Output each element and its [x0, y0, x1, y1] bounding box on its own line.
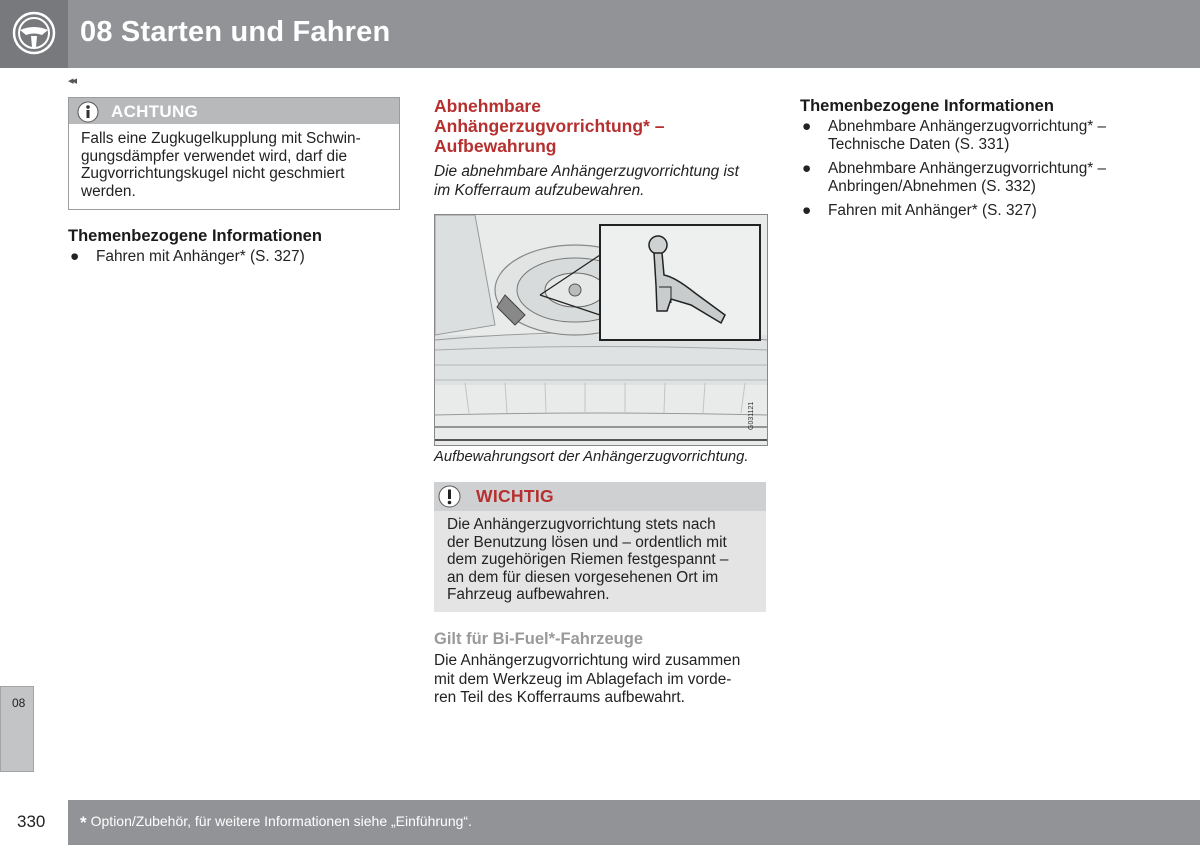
figure-code: G031121	[748, 401, 755, 430]
related-link-line: Abnehmbare Anhängerzugvorrichtung* –	[828, 160, 1107, 177]
wichtig-text	[447, 516, 752, 604]
related-link[interactable]	[800, 202, 1140, 220]
page-number: 330	[17, 812, 46, 831]
section-title-line: Aufbewahrung	[434, 136, 557, 156]
section-title-line: Anhängerzugvorrichtung* –	[434, 116, 665, 136]
footnote-star: *	[80, 813, 87, 832]
related-link-line: Anbringen/Abnehmen (S. 332)	[828, 178, 1036, 195]
footnote-text: Option/Zubehör, für weitere Informationen siehe „Einführung“.	[90, 813, 472, 829]
exclamation-icon	[438, 485, 461, 508]
bifuel-line: ren Teil des Kofferraums aufbewahrt.	[434, 689, 685, 706]
bifuel-heading: Gilt für Bi-Fuel*-Fahrzeuge	[434, 630, 644, 648]
achtung-line: Zugvorrichtungskugel nicht geschmiert	[81, 165, 345, 182]
section-title	[434, 96, 754, 156]
chapter-title: 08 Starten und Fahren	[80, 16, 391, 48]
achtung-line: werden.	[81, 182, 136, 200]
related-link-line: Abnehmbare Anhängerzugvorrichtung* –	[828, 118, 1107, 135]
wichtig-line: an dem für diesen vorgesehenen Ort im	[447, 568, 719, 586]
wichtig-line: der Benutzung lösen und – ordentlich mit	[447, 533, 727, 551]
related-link[interactable]	[68, 248, 398, 266]
related-link-line: Fahren mit Anhänger* (S. 327)	[828, 202, 1037, 219]
achtung-line: Falls eine Zugkugelkupplung mit Schwin-	[81, 130, 361, 147]
achtung-warning-box	[68, 97, 400, 210]
wichtig-header-bar	[434, 482, 766, 511]
chapter-side-tab-label: 08	[12, 696, 26, 710]
achtung-line: gungsdämpfer verwendet wird, darf die	[81, 147, 348, 165]
wichtig-line: Fahrzeug aufbewahren.	[447, 586, 610, 603]
achtung-header-bar	[69, 98, 399, 124]
bullet-icon: ●	[802, 118, 812, 135]
trunk-drawing	[435, 215, 767, 445]
steering-wheel-icon	[12, 11, 56, 55]
info-icon	[77, 101, 99, 123]
wichtig-line: dem zugehörigen Riemen festgespannt –	[447, 551, 729, 568]
related-link[interactable]	[800, 160, 1140, 196]
related-link-line: Fahren mit Anhänger* (S. 327)	[96, 248, 305, 265]
bifuel-line: mit dem Werkzeug im Ablagefach im vorde-	[434, 670, 732, 688]
section-title-line: Abnehmbare	[434, 96, 541, 116]
related-info-list	[68, 248, 398, 272]
bullet-icon: ●	[802, 160, 812, 177]
wichtig-label: WICHTIG	[476, 486, 554, 506]
intro-line: Die abnehmbare Anhängerzugvorrichtung ist	[434, 163, 739, 180]
bifuel-line: Die Anhängerzugvorrichtung wird zusammen	[434, 652, 741, 669]
figure-caption: Aufbewahrungsort der Anhängerzugvorrichtung.	[434, 449, 749, 465]
previous-page-marker: ◂◂	[68, 75, 76, 87]
trunk-illustration	[434, 214, 768, 446]
footnote	[80, 813, 472, 833]
related-info-heading: Themenbezogene Informationen	[68, 227, 322, 245]
related-link[interactable]	[800, 118, 1140, 154]
achtung-label: ACHTUNG	[111, 102, 199, 121]
related-info-heading: Themenbezogene Informationen	[800, 97, 1054, 115]
wichtig-notice-box	[434, 482, 766, 612]
bullet-icon: ●	[70, 248, 80, 265]
chapter-side-tab[interactable]	[0, 686, 34, 772]
intro-line: im Kofferraum aufzubewahren.	[434, 182, 645, 199]
related-info-list	[800, 118, 1140, 226]
achtung-text	[81, 130, 391, 200]
bullet-icon: ●	[802, 202, 812, 219]
wichtig-line: Die Anhängerzugvorrichtung stets nach	[447, 516, 716, 533]
bifuel-text	[434, 652, 764, 708]
section-intro	[434, 162, 764, 200]
related-link-line: Technische Daten (S. 331)	[828, 136, 1010, 153]
